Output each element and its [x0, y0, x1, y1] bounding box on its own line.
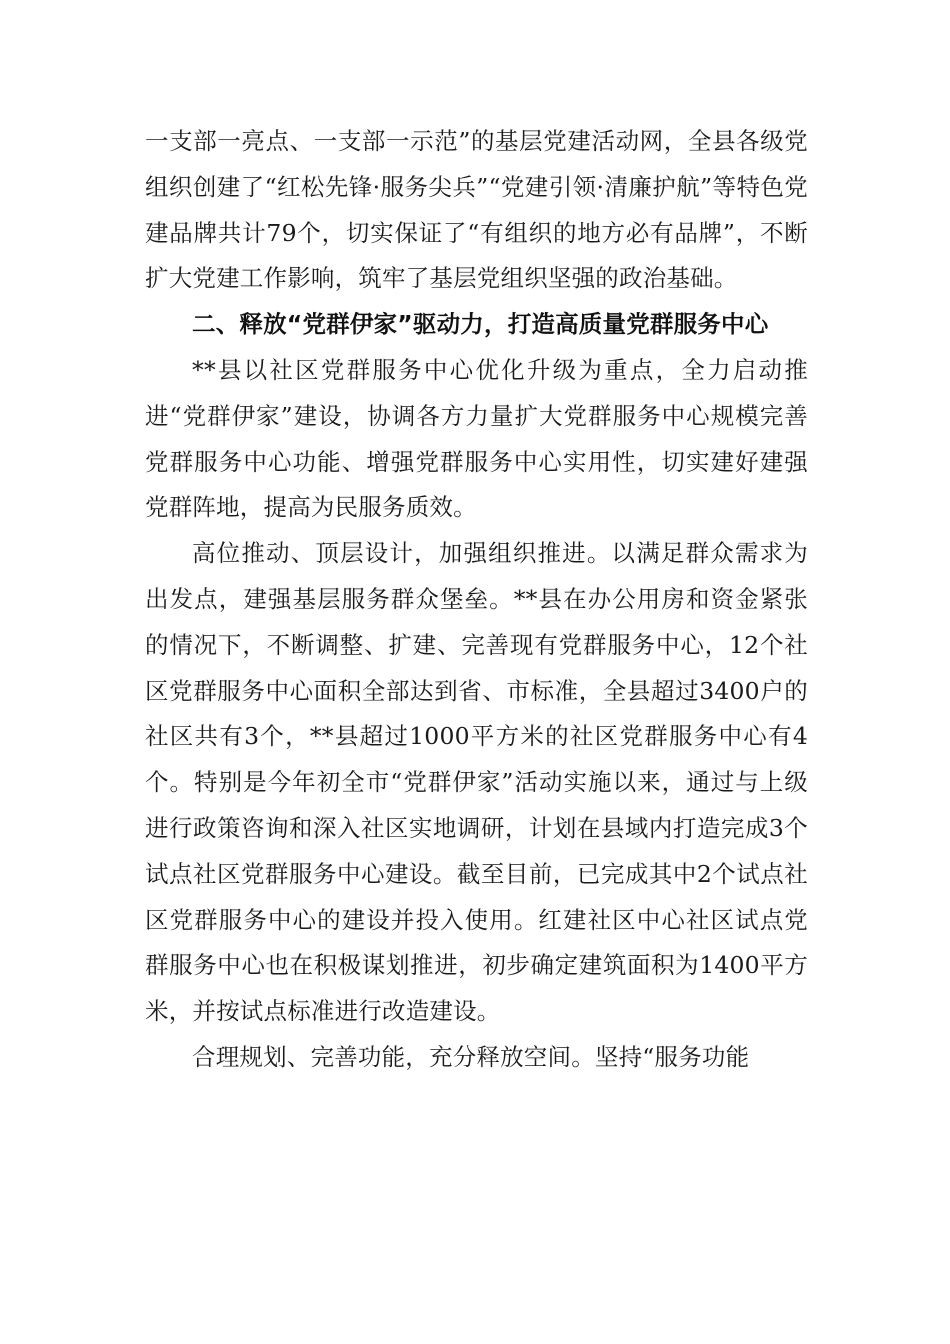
section-heading: 二、释放“党群伊家”驱动力，打造高质量党群服务中心	[192, 310, 769, 339]
paragraph-planning: 合理规划、完善功能，充分释放空间。坚持“服务功能	[192, 1042, 750, 1071]
paragraph-high-level-push: 高位推动、顶层设计，加强组织推进。以满足群众需求为出发点，建强基层服务群众堡垒。**县在办公用房和资金紧张的情况下，不断调整、扩建、完善现有党群服务中心，12个社区党群服务中心面积全部达到省、市标准，全县超过3400户的社区共有3个，**县超过1000平方米的社区党群服务中心有4个。特别是今年初全市“党群伊家”活动实施以来，通过与上级进行政策咨询和深入社区实地调研，计划在县域内打造完成3个试点社区党群服务中心建设。截至目前，已完成其中2个试点社区党群服务中心的建设并投入使用。红建社区中心社区试点党群服务中心也在积极谋划推进，初步确定建筑面积为1400平方米，并按试点标准进行改造建设。	[145, 539, 808, 1026]
paragraph-intro: **县以社区党群服务中心优化升级为重点，全力启动推进“党群伊家”建设，协调各方力量扩大党群服务中心规模完善党群服务中心功能、增强党群服务中心实用性，切实建好建强党群阵地，提高为民服务质效。	[145, 355, 808, 522]
document-body	[145, 119, 808, 1081]
paragraph-continuation: 一支部一亮点、一支部一示范”的基层党建活动网，全县各级党组织创建了“红松先锋·服务尖兵”“党建引领·清廉护航”等特色党建品牌共计79个，切实保证了“有组织的地方必有品牌”，不断扩大党建工作影响，筑牢了基层党组织坚强的政治基础。	[145, 127, 808, 293]
